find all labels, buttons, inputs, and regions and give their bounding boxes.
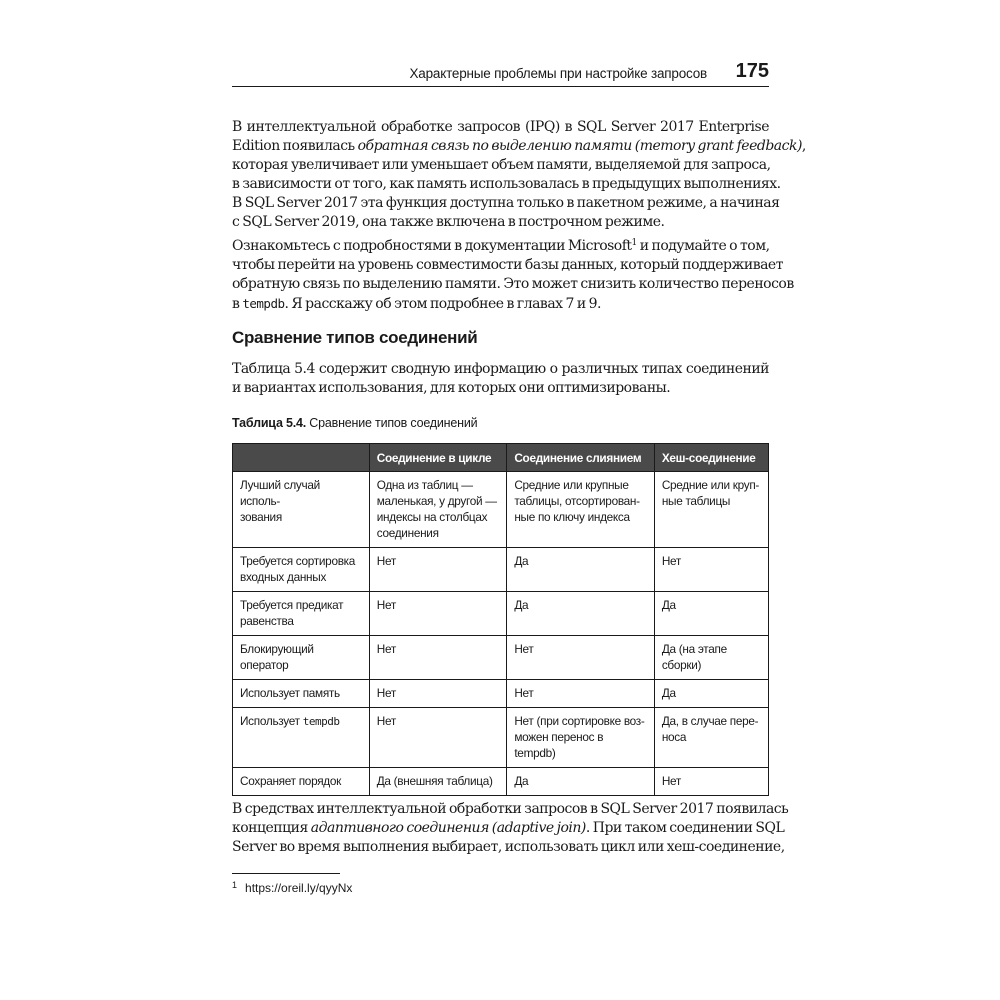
table-cell: Да [507,768,654,796]
table-cell: Нет [654,768,768,796]
footnote-link[interactable]: https://oreil.ly/qyyNx [245,881,353,895]
table-cell: Одна из таблиц — маленькая, у другой — индексы на столбцах соединения [369,472,507,548]
paragraph-memory-grant-feedback [232,118,806,232]
table-cell: Нет (при сортировке воз- можен перенос в tempdb) [507,708,654,768]
table-cell: Нет [369,548,507,592]
paragraph-adaptive-join [232,800,789,857]
text-line: которая увеличивает или уменьшает объем памяти, выделяемой для запроса, [232,157,771,173]
table-caption [232,416,477,430]
table-cell: Да [507,592,654,636]
table-cell: Сохраняет порядок [233,768,370,796]
inline-code: tempdb [302,715,340,728]
table-cell: Да, в случае пере- носа [654,708,768,768]
footnote-number: 1 [232,880,238,890]
table-header-cell: Соединение в цикле [369,444,507,472]
text-line: В интеллектуальной обработке запросов (IPQ) в SQL Server 2017 Enterprise [232,119,769,135]
text-line: и вариантах использования, для которых они оптимизированы. [232,380,671,396]
table-row [233,548,769,592]
text-line: Ознакомьтесь с подробностями в документации Microsoft$^1$ и подумайте о том, [232,238,770,254]
table-cell: Да [654,680,768,708]
footnote-reference: 1 [631,238,637,248]
text-line: Edition появилась обратная связь по выделению памяти (memory grant feedback), [232,138,806,154]
table-cell: Использует память [233,680,370,708]
table-row [233,592,769,636]
running-header-title: Характерные проблемы при настройке запросов [409,66,707,81]
table-cell: Лучший случай исполь- зования [233,472,370,548]
table-cell: Средние или круп- ные таблицы [654,472,768,548]
page-number: 175 [735,60,769,82]
table-cell: Да (внешняя таблица) [369,768,507,796]
table-cell: Да [654,592,768,636]
footnote-divider [232,873,340,874]
text-line: в зависимости от того, как память использовалась в предыдущих выполнениях. [232,176,781,192]
table-cell: Блокирующий оператор [233,636,370,680]
table-header-row [233,444,769,472]
table-cell: Нет [369,636,507,680]
text-line: Таблица 5.4 содержит сводную информацию о различных типах соединений [232,361,769,377]
text-line: концепция адаптивного соединения (adaptive join). При таком соединении SQL [232,820,785,836]
paragraph-table-intro [232,360,769,398]
table-cell: Средние или крупные таблицы, отсортирован- ные по ключу индекса [507,472,654,548]
table-row [233,708,769,768]
table-row [233,636,769,680]
table-row [233,472,769,548]
table-header-cell [233,444,370,472]
text-line: с SQL Server 2019, она также включена в построчном режиме. [232,214,665,230]
table-cell: Нет [369,708,507,768]
text-line: В SQL Server 2017 эта функция доступна только в пакетном режиме, а начиная [232,195,780,211]
text-line: Server во время выполнения выбирает, использовать цикл или хеш-соединение, [232,839,785,855]
section-heading: Сравнение типов соединений [232,328,478,347]
table-header-cell: Хеш-соединение [654,444,768,472]
text-line: чтобы перейти на уровень совместимости базы данных, который поддерживает [232,257,783,273]
paragraph-documentation [232,237,794,314]
table-caption-text: Сравнение типов соединений [306,416,478,430]
table-cell: Требуется сортировка входных данных [233,548,370,592]
table-row [233,768,769,796]
table-cell: Нет [507,636,654,680]
running-header [232,62,769,87]
table-cell: Нет [369,680,507,708]
emphasis-term: адаптивного соединения (adaptive join) [310,820,586,836]
footnote [232,880,352,895]
text-line: в tempdb. Я расскажу об этом подробнее в главах 7 и 9. [232,296,602,312]
table-header-cell: Соединение слиянием [507,444,654,472]
table-caption-label: Таблица 5.4. [232,416,307,430]
table-cell: Нет [654,548,768,592]
emphasis-term: обратная связь по выделению памяти (memory grant feedback) [357,138,802,154]
table-cell: Нет [369,592,507,636]
table-row [233,680,769,708]
table-cell: Нет [507,680,654,708]
join-types-table [232,443,769,796]
table-cell: Требуется предикат равенства [233,592,370,636]
text-line: В средствах интеллектуальной обработки запросов в SQL Server 2017 появилась [232,801,789,817]
table-cell: Да [507,548,654,592]
table-cell: Использует tempdb [233,708,370,768]
text-line: обратную связь по выделению памяти. Это может снизить количество переносов [232,276,794,292]
table-cell: Да (на этапе сборки) [654,636,768,680]
inline-code: tempdb [242,296,285,311]
